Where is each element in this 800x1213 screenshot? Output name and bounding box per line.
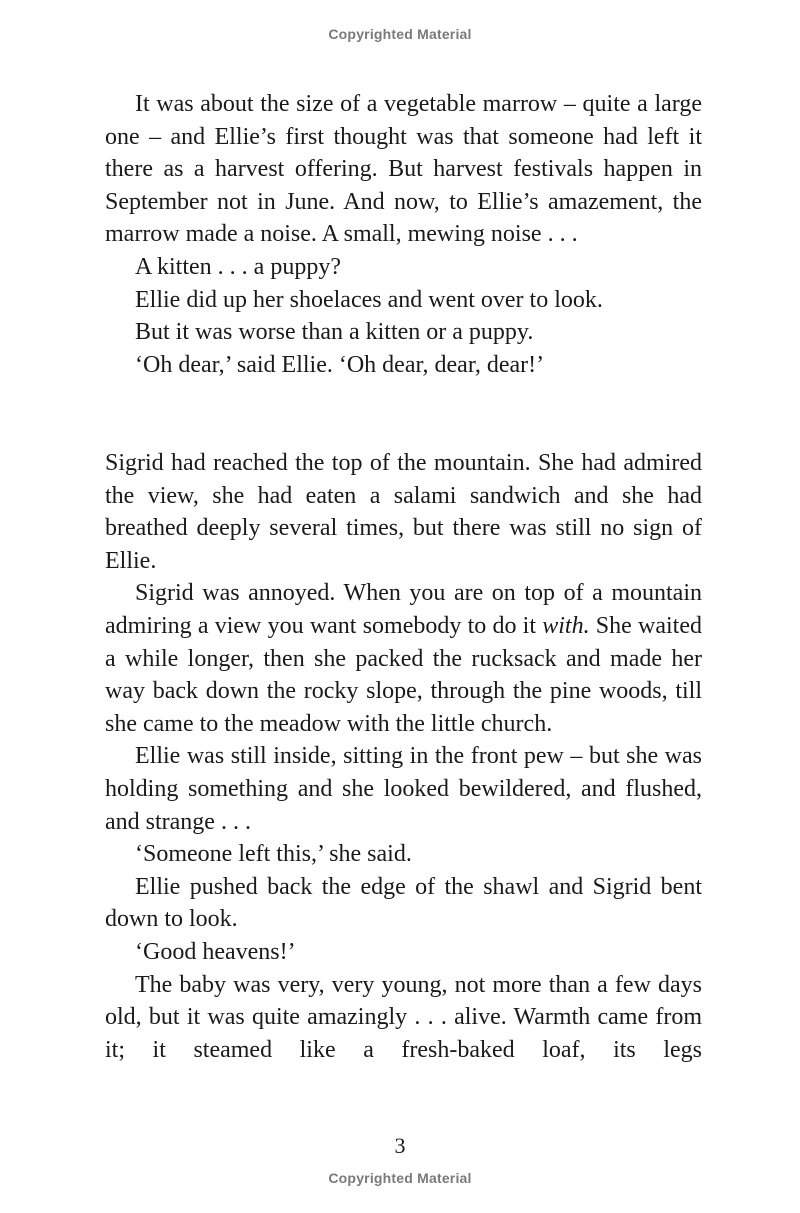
- paragraph: Ellie pushed back the edge of the shawl and Sigrid bent down to look.: [105, 873, 702, 933]
- page-number: 3: [394, 1133, 406, 1158]
- copyright-watermark-bottom: Copyrighted Material: [328, 1170, 472, 1186]
- paragraph-text: She waited a while longer, then she packed the rucksack and made her way back down the rocky slope, through the pine woods, till she came to the meadow with the little church.: [105, 612, 702, 737]
- section-two: [105, 447, 702, 1066]
- paragraph: But it was worse than a kitten or a puppy.: [135, 319, 534, 346]
- paragraph: Ellie was still inside, sitting in the front pew – but she was holding something and she looked bewildered, and flushed, and strange . . .: [105, 743, 702, 835]
- paragraph: The baby was very, very young, not more than a few days old, but it was quite amazingly . . . alive. Warmth came from it; it steamed like a fresh-baked loaf, its legs: [105, 971, 702, 1063]
- paragraph: A kitten . . . a puppy?: [135, 253, 341, 280]
- paragraph: ‘Good heavens!’: [135, 938, 296, 965]
- paragraph: Ellie did up her shoelaces and went over to look.: [135, 286, 603, 313]
- paragraph: ‘Someone left this,’ she said.: [135, 841, 412, 868]
- section-one: [105, 88, 702, 381]
- copyright-watermark-top: Copyrighted Material: [328, 26, 472, 42]
- paragraph: ‘Oh dear,’ said Ellie. ‘Oh dear, dear, dear!’: [135, 351, 545, 378]
- paragraph-text: Sigrid was annoyed. When you are on top of a mountain admiring a view you want somebody to do it: [105, 580, 702, 639]
- emphasis-text: with.: [542, 612, 590, 639]
- paragraph: [105, 577, 702, 740]
- paragraph: It was about the size of a vegetable marrow – quite a large one – and Ellie’s first thought was that someone had left it there as a harvest offering. But harvest festivals happen in September not in June. And now, to Ellie’s amazement, the marrow made a noise. A small, mewing noise . . .: [105, 91, 702, 248]
- paragraph: Sigrid had reached the top of the mountain. She had admired the view, she had eaten a salami sandwich and she had breathed deeply several times, but there was still no sign of Ellie.: [105, 450, 702, 574]
